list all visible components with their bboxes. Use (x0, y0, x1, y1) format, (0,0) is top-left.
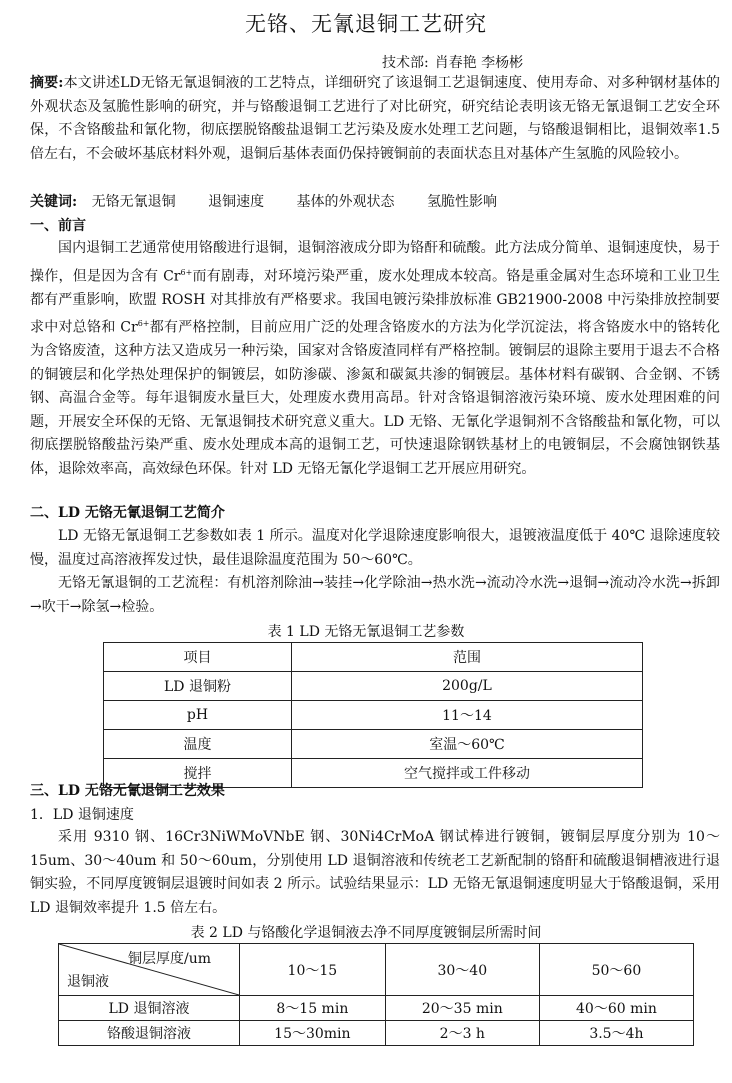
table-row (104, 672, 643, 701)
table-cell: 8～15 min (240, 996, 386, 1021)
table-cell: 20～35 min (385, 996, 539, 1021)
table-header-cell: 10～15 (240, 944, 386, 996)
keyword-item: 退铜速度 (208, 194, 265, 210)
table-corner-cell (59, 944, 240, 996)
keywords (30, 191, 515, 211)
table-cell: 15～30min (240, 1021, 386, 1046)
page-title: 无铬、无氰退铜工艺研究 (245, 12, 487, 36)
table-row (59, 996, 694, 1021)
section-3-heading: 三、LD 无铬无氰退铜工艺效果 (30, 783, 225, 799)
keywords-label: 关键词: (30, 194, 78, 210)
table-header-cell: 范围 (291, 643, 642, 672)
section-1-text-c: 都有严格控制，目前应用广泛的处理含铬废水的方法为化学沉淀法，将含铬废水中的铬转化为含铬废渣，这种方法又造成另一种污染，国家对含铬废渣同样有严格控制。镀铜层的退除主要用于退去不合格的铜镀层和化学热处理保护的铜镀层，如防渗碳、渗氮和碳氮共渗的铜镀层。基体材料有碳钢、合金钢、不锈钢、高温合金等。每年退铜废水量巨大，处理废水费用高昂。针对含铬退铜溶液污染环境、废水处理困难的问题，开展安全环保的无铬、无氰退铜技术研究意义重大。LD 无铬、无氰化学退铜剂不含铬酸盐和氰化物，可以彻底摆脱铬酸盐污染严重、废水处理成本高的退铜工艺，可快速退除钢铁基材上的电镀铜层，不会腐蚀钢铁基体，退除效率高，高效绿色环保。针对 LD 无铬无氰化学退铜工艺开展应用研究。 (30, 319, 721, 477)
table-1 (103, 642, 643, 788)
table-header-row (104, 643, 643, 672)
keyword-item: 氢脆性影响 (426, 194, 497, 210)
author-department: 技术部: (382, 55, 429, 71)
section-3-paragraph: 采用 9310 钢、16Cr3NiWMoVNbE 钢、30Ni4CrMoA 钢试棒进行镀铜，镀铜层厚度分别为 10～15um、30～40um 和 50～60um，分别使用 LD 退铜溶液和传统老工艺新配制的铬酐和硫酸退铜槽液进行退铜实验，不同厚度镀铜层退镀时间如表 2 所示。试验结果显示：LD 无铬无氰退铜速度明显大于铬酸退铜，采用 LD 退铜效率提升 1.5 倍左右。 (30, 829, 720, 916)
table-row-label: 铬酸退铜溶液 (59, 1021, 240, 1046)
table-1-caption: 表 1 LD 无铬无氰退铜工艺参数 (267, 624, 465, 640)
table-cell: LD 退铜粉 (104, 672, 292, 701)
abstract (30, 72, 720, 166)
superscript: 6+ (137, 319, 150, 329)
table-cell: 室温～60℃ (291, 730, 642, 759)
section-1-text-a: 国内退铜工艺通常使用铬酸进行退铜，退铜溶液成分即为铬酐和硫酸。此方法成分简单、退铜速度快，易于操作，但是因为含有 Cr (30, 240, 720, 285)
table-cell: 200g/L (291, 672, 642, 701)
section-2-paragraph-1: LD 无铬无氰退铜工艺参数如表 1 所示。温度对化学退除速度影响很大，退镀液温度低于 40℃ 退除速度较慢，温度过高溶液挥发过快，最佳退除温度范围为 50～60℃。 (30, 528, 720, 568)
table-cell: 温度 (104, 730, 292, 759)
keyword-item: 基体的外观状态 (296, 194, 395, 210)
table-header-cell: 30～40 (385, 944, 539, 996)
table-header-cell: 项目 (104, 643, 292, 672)
abstract-text: 本文讲述LD无铬无氰退铜液的工艺特点，详细研究了该退铜工艺退铜速度、使用寿命、对多种钢材基体的外观状态及氢脆性影响的研究，并与铬酸退铜工艺进行了对比研究，研究结论表明该无铬无氰退铜工艺安全环保，不含铬酸盐和氰化物，彻底摆脱铬酸盐退铜工艺污染及废水处理工艺问题，与铬酸退铜相比，退铜效率1.5倍左右，不会破坏基底材料外观，退铜后基体表面仍保持镀铜前的表面状态且对基体产生氢脆的风险较小。 (30, 75, 720, 162)
author-names: 肖春艳 李杨彬 (434, 55, 524, 71)
superscript: 6+ (180, 267, 193, 277)
table-header-cell: 50～60 (539, 944, 693, 996)
section-2-heading: 二、LD 无铬无氰退铜工艺简介 (30, 505, 225, 521)
table-cell: pH (104, 701, 292, 730)
corner-column-label: 铜层厚度/um (127, 951, 211, 967)
section-1-heading: 一、前言 (30, 218, 86, 234)
table-cell: 40～60 min (539, 996, 693, 1021)
table-cell: 空气搅拌或工件移动 (291, 759, 642, 788)
table-row-label: LD 退铜溶液 (59, 996, 240, 1021)
table-cell: 搅拌 (104, 759, 292, 788)
corner-row-label: 退铜液 (67, 974, 109, 990)
table-cell: 2～3 h (385, 1021, 539, 1046)
abstract-label: 摘要: (30, 75, 64, 91)
section-1-paragraph (30, 237, 720, 481)
table-cell: 11～14 (291, 701, 642, 730)
section-1-text-b: 而有剧毒，对环境污染严重，废水处理成本较高。铬是重金属对生态环境和工业卫生都有严重影响，欧盟 ROSH 对其排放有严格要求。我国电镀污染排放标准 GB21900-2008 中污染排放控制要求中对总铬和 Cr (30, 268, 720, 336)
table-cell: 3.5～4h (539, 1021, 693, 1046)
table-row (104, 730, 643, 759)
authors (382, 52, 523, 72)
table-2 (58, 943, 694, 1046)
subsection-1-heading: 1．LD 退铜速度 (30, 807, 134, 823)
table-header-row (59, 944, 694, 996)
table-row (59, 1021, 694, 1046)
table-row (104, 701, 643, 730)
keyword-item: 无铬无氰退铜 (91, 194, 176, 210)
table-2-caption: 表 2 LD 与铬酸化学退铜液去净不同厚度镀铜层所需时间 (190, 925, 542, 941)
section-2-paragraph-2: 无铬无氰退铜的工艺流程：有机溶剂除油→装挂→化学除油→热水洗→流动冷水洗→退铜→流动冷水洗→拆卸→吹干→除氢→检验。 (30, 575, 720, 615)
